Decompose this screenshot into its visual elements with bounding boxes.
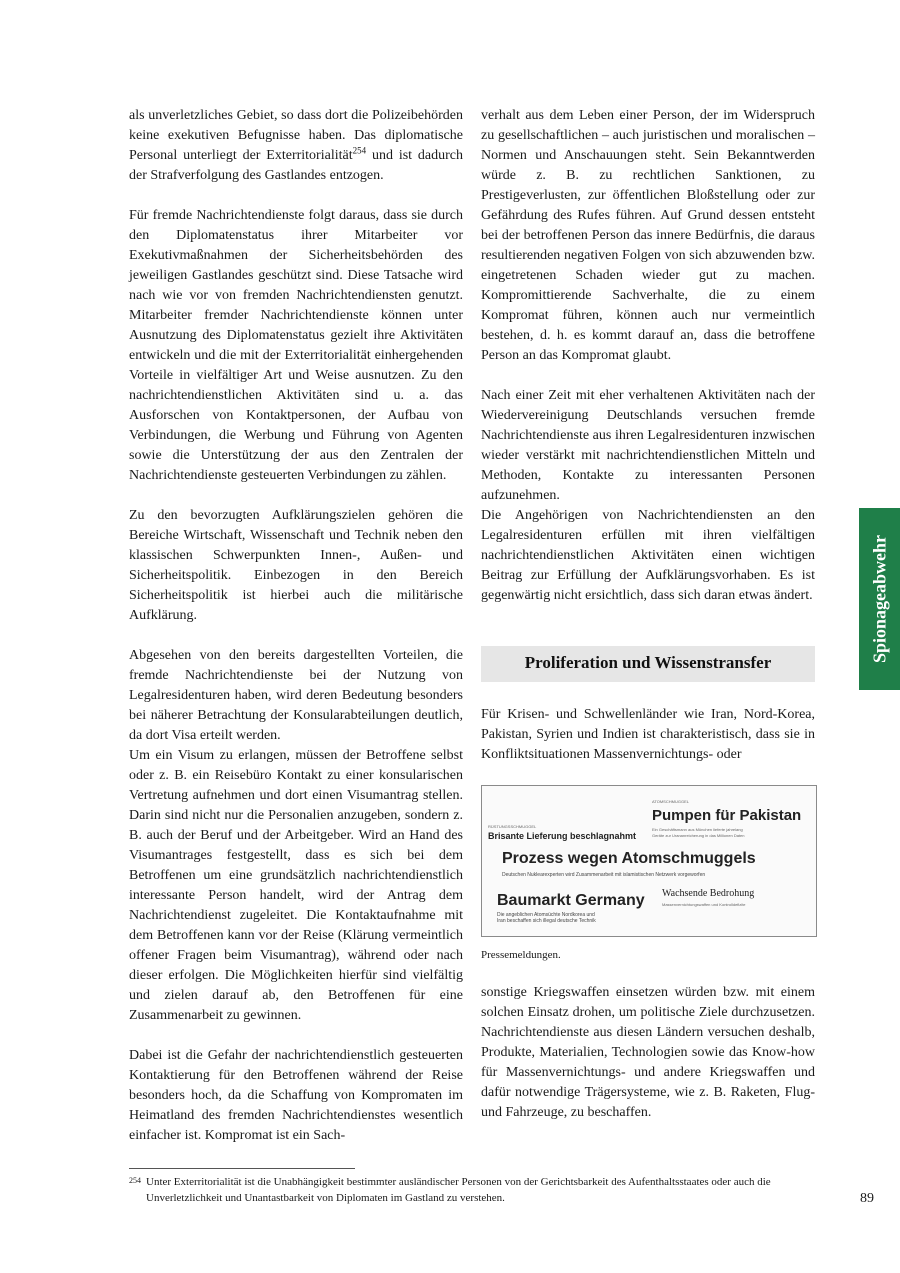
section-tab — [859, 508, 900, 690]
paragraph: Für Krisen- und Schwellenländer wie Iran, Nord-Korea, Pakistan, Syrien und Indien ist charakteristisch, dass sie in Konfliktsituationen Massenvernichtungs- oder — [481, 707, 815, 762]
clipping-headline-prozess: Prozess wegen Atomschmuggels — [502, 850, 756, 867]
paragraph: sonstige Kriegswaffen einsetzen würden bzw. mit einem solchen Einsatz drohen, um politische Ziele durchzusetzen. Nachrichtendienste aus diesen Ländern versuchen deshalb, Produkte, Materialien, Technologien sowie das Know-how für Massenvernichtungs- und andere Kriegswaffen und dafür notwendige Trägersysteme, wie z. B. Raketen, Flug- und Fahrzeuge, zu beschaffen. — [481, 985, 815, 1120]
press-clippings-image — [481, 785, 817, 937]
clipping-subline: Iran beschaffen sich illegal deutsche Technik — [497, 918, 596, 924]
clipping-headline-brisante: Brisante Lieferung beschlagnahmt — [488, 831, 637, 841]
clipping-headline-baumarkt: Baumarkt Germany — [497, 892, 645, 909]
clipping-headline-wachsende: Wachsende Bedrohung — [662, 888, 755, 899]
image-caption: Pressemeldungen. — [481, 949, 561, 961]
clipping-subline: Geräte zur Urananreicherung in das Millionen Daten — [652, 833, 745, 838]
page-number: 89 — [860, 1191, 874, 1206]
footnote-reference[interactable]: 254 — [352, 145, 367, 156]
paragraph: Zu den bevorzugten Aufklärungszielen gehören die Bereiche Wirtschaft, Wissenschaft und Technik neben den klassischen Schwerpunkten Innen-, Außen- und Sicherheitspolitik. Einbezogen in den Bereich Sicherheitspolitik ist hierbei auch die militärische Aufklärung. — [129, 508, 463, 623]
clipping-subline: Ein Geschäftsmann aus München lieferte jahrelang — [652, 827, 743, 832]
clipping-kicker: ATOMSCHMUGGEL — [652, 799, 689, 804]
paragraph: Um ein Visum zu erlangen, müssen der Betroffene selbst oder z. B. ein Reisebüro Kontakt zu einer konsularischen Vertretung aufnehmen und dort einen Visumantrag stellen. Darin sind nicht nur die Personalien anzugeben, sondern z. B. auch der Beruf und der Arbeitgeber. Wird an Hand des Visumantrages festgestellt, dass es sich bei dem Betroffenen um eine grundsätzlich nachrichtendienstlich interessante Person handelt, wird der Antrag dem Nachrichtendienst zugeleitet. Die Kontaktaufnahme mit dem Betroffenen kann vor der Reise (Klärung vermeintlich offener Fragen beim Visumantrag), während oder nach dieser erfolgen. Die Möglichkeiten hierfür sind vielfältig und zielen darauf ab, den Betroffenen für eine Zusammenarbeit zu gewinnen. — [129, 748, 463, 1023]
footnote-text: Unter Exterritorialität ist die Unabhängigkeit bestimmter ausländischer Personen von der Gerichtsbarkeit des Aufenthaltsstaates oder auch die Unverletzlichkeit und Unantastbarkeit von Diplomaten im Gastland zu verstehen. — [146, 1176, 771, 1204]
section-tab-label: Spionageabwehr — [869, 534, 889, 664]
clipping-kicker: RÜSTUNGSSCHMUGGEL — [488, 824, 537, 829]
clipping-subline: Die angeblichen Atomsüchte Nordkorea und — [497, 912, 595, 918]
paragraph: Dabei ist die Gefahr der nachrichtendienstlich gesteuerten Kontaktierung für den Betroffenen während der Reise besonders hoch, da die Schaffung von Kompromaten im Heimatland des fremden Nachrichtendienstes wesentlich einfacher ist. Kompromat ist ein Sach- — [129, 1048, 463, 1143]
paragraph: Abgesehen von den bereits dargestellten Vorteilen, die fremde Nachrichtendienste bei der Nutzung von Legalresidenturen haben, wird deren Bedeutung besonders bei näherer Betrachtung der Konsularabteilungen deutlich, da dort Visa erteilt werden. — [129, 648, 463, 743]
clipping-subline: Massenvernichtungswaffen und Kontrolldefizite — [662, 902, 746, 907]
paragraph: als unverletzliches Gebiet, so dass dort die Polizeibehörden keine exekutiven Befugnisse haben. Das diplomatische Personal unterliegt der Exterritorialität$^{254}$ und ist dadurch der Strafverfolgung des Gastlandes entzogen. — [129, 108, 463, 183]
footnote-number: 254 — [129, 1176, 141, 1185]
footnote-divider — [129, 1168, 355, 1169]
paragraph: Nach einer Zeit mit eher verhaltenen Aktivitäten nach der Wiedervereinigung Deutschlands versuchen fremde Nachrichtendienste aus ihren Legalresidenturen inzwischen wieder verstärkt mit nachrichtendienstlichen Mitteln und Methoden, Kontakte zu interessanten Personen aufzunehmen. — [481, 388, 815, 503]
right-column — [481, 106, 815, 1123]
paragraph: verhalt aus dem Leben einer Person, der im Widerspruch zu gesellschaftlichen – auch juristischen und moralischen – Normen und Anschauungen steht. Sein Bekanntwerden würde z. B. zu rechtlichen Sanktionen, zu Prestigeverlusten, zur öffentlichen Bloßstellung oder zur Gefährdung des Rufes führen. Auf Grund dessen entsteht bei der betroffenen Person das innere Bedürfnis, die daraus resultierenden negativen Folgen von sich abzuwenden bzw. eingetretenen Schaden wieder gut zu machen. Kompromittierende Sachverhalte, die zu einem Kompromat führen, können auch nur vermeintlich bestehen, d. h. es kommt darauf an, dass die betroffene Person an das Kompromat glaubt. — [481, 108, 815, 363]
footnote — [129, 1174, 819, 1206]
paragraph: Für fremde Nachrichtendienste folgt daraus, dass sie durch den Diplomatenstatus ihrer Mitarbeiter vor Exekutivmaßnahmen der Sicherheitsbehörden des jeweiligen Gastlandes geschützt sind. Diese Tatsache wird nach wie vor von fremden Nachrichtendiensten genutzt. Mitarbeiter fremder Nachrichtendienste können unter Ausnutzung des Diplomatenstatus gezielt ihre Aktivitäten entwickeln und die mit der Exterritorialität einhergehenden Vorteile in vielfältiger Art und Weise ausnutzen. Zu den nachrichtendienstlichen Aktivitäten sind u. a. das Ausforschen von Kontaktpersonen, der Aufbau von Verbindungen, die Werbung und Führung von Agenten sowie die Unterstützung der aus den Zentralen der Nachrichtendienste gesteuerten Verbindungen zu zählen. — [129, 208, 463, 483]
clipping-subline: Deutschen Nuklearexperten wird Zusammenarbeit mit islamistischen Netzwerk vorgeworfen — [502, 872, 706, 878]
clipping-headline-pumpen: Pumpen für Pakistan — [652, 807, 802, 824]
left-column — [129, 106, 463, 1146]
paragraph: Die Angehörigen von Nachrichtendiensten an den Legalresidenturen erfüllen mit ihren vielfältigen nachrichtendienstlichen Aktivitäten einen wichtigen Beitrag zur Erfüllung der Aufklärungsvorhaben. Es ist gegenwärtig nicht ersichtlich, dass sich daran etwas ändert. — [481, 508, 815, 603]
section-heading: Proliferation und Wissenstransfer — [481, 646, 815, 682]
